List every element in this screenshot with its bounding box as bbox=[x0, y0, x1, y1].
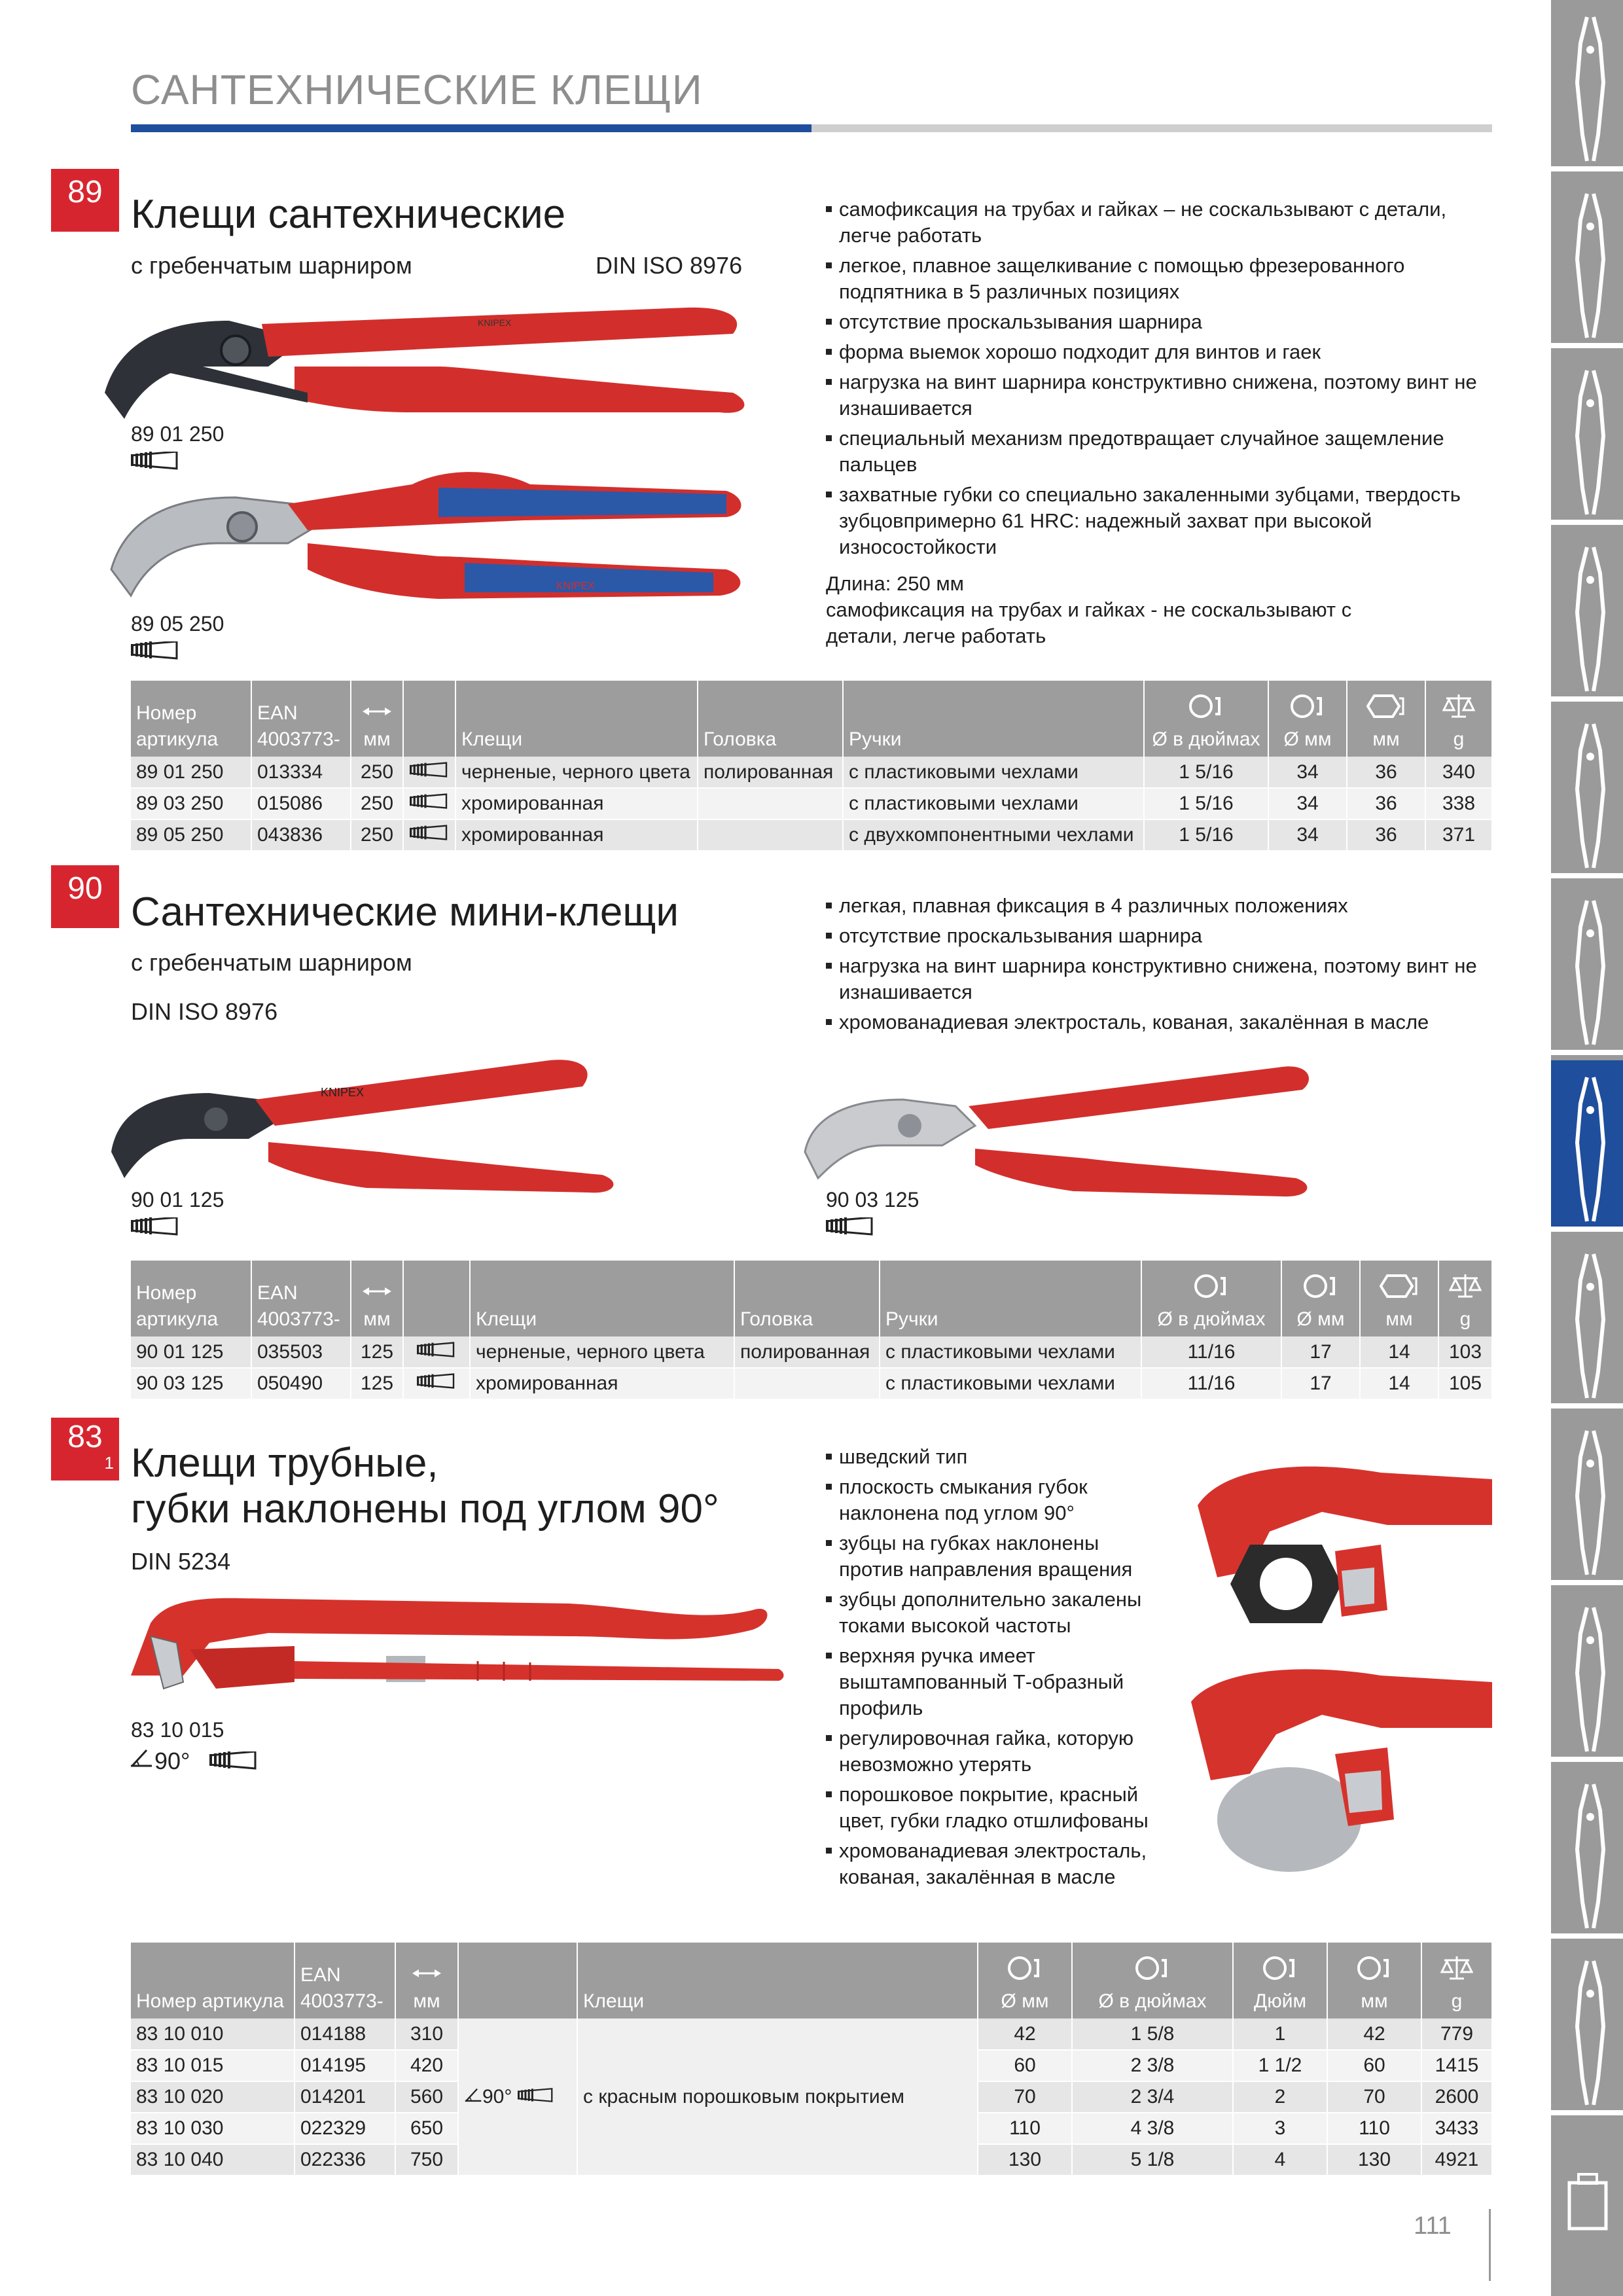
length-arrow-icon bbox=[412, 1965, 441, 1981]
col-header-length: мм bbox=[351, 1261, 403, 1336]
col-header-length: мм bbox=[351, 681, 403, 757]
col-header-wedge bbox=[403, 681, 455, 757]
section-standard-89: DIN ISO 8976 bbox=[596, 252, 743, 279]
pipe-diameter-icon bbox=[1288, 693, 1327, 719]
bent-nose-pliers-icon bbox=[1551, 528, 1623, 699]
tab-tool-cases[interactable] bbox=[1551, 2121, 1623, 2292]
length-arrow-icon bbox=[363, 704, 391, 719]
section-standard-83: DIN 5234 bbox=[131, 1548, 231, 1575]
feature-item: порошковое покрытие, красный цвет, губки гладко отшлифованы bbox=[826, 1782, 1166, 1834]
tab-electronics-pliers[interactable] bbox=[1551, 1944, 1623, 2115]
size-wedge-icon bbox=[131, 1217, 183, 1237]
col-header: Головка bbox=[734, 1261, 880, 1336]
tab-circlip-pliers[interactable] bbox=[1551, 1414, 1623, 1585]
table-row: 90 01 125 035503 125 черненые, черного цвета полированная с пластиковыми чехлами 11/16 17 14 103 bbox=[131, 1336, 1492, 1368]
tab-hole-punch-pliers[interactable] bbox=[1551, 1237, 1623, 1408]
feature-item: хромованадиевая электросталь, кованая, закалённая в масле bbox=[826, 1009, 1500, 1035]
feature-item: отсутствие проскальзывания шарнира bbox=[826, 309, 1500, 335]
col-header-nut: мм bbox=[1360, 1261, 1438, 1336]
note-length: Длина: 250 мм bbox=[826, 572, 964, 595]
col-header: Клещи bbox=[577, 1943, 978, 2018]
table-row: 83 10 030 022329 650 110 4 3/8 3 110 3433 bbox=[131, 2113, 1492, 2144]
section-subtitle-90: с гребенчатым шарниром bbox=[131, 949, 412, 976]
feature-item: самофиксация на трубах и гайках – не соскальзывают с детали, легче работать bbox=[826, 196, 1500, 249]
insulated-pliers-icon bbox=[1551, 1765, 1623, 1936]
electronics-pliers-icon bbox=[1551, 1941, 1623, 2113]
svg-text:KNIPEX: KNIPEX bbox=[556, 581, 595, 592]
note-text: самофиксация на трубах и гайках - не соскальзывают с детали, легче работать bbox=[826, 598, 1352, 647]
size-wedge-icon bbox=[209, 1751, 262, 1771]
tab-needle-nose-pliers[interactable] bbox=[1551, 353, 1623, 525]
product-code-90-03-125: 90 03 125 bbox=[826, 1188, 919, 1211]
feature-item: зубцы на губках наклонены против направления вращения bbox=[826, 1530, 1166, 1583]
table-row: 90 03 125 050490 125 хромированная с пластиковыми чехлами 11/16 17 14 105 bbox=[131, 1368, 1492, 1399]
feature-list-90 bbox=[826, 893, 1500, 1039]
section-title-83-line1: Клещи трубные, bbox=[131, 1441, 438, 1486]
feature-list-83 bbox=[826, 1444, 1166, 1894]
pipe-thread-icon bbox=[1260, 1955, 1300, 1981]
weight-scale-icon bbox=[1442, 692, 1475, 719]
feature-item: зубцы дополнительно закалены токами высокой частоты bbox=[826, 1587, 1166, 1639]
size-wedge-icon bbox=[518, 2087, 554, 2103]
col-header-weight: g bbox=[1425, 681, 1492, 757]
tab-diagonal-cutters[interactable] bbox=[1551, 884, 1623, 1055]
product-code-89-01-250: 89 01 250 bbox=[131, 422, 224, 446]
col-header: Клещи bbox=[470, 1261, 734, 1336]
table-row: 83 10 040 022336 750 130 5 1/8 4 130 4921 bbox=[131, 2144, 1492, 2176]
col-header-thread-mm: мм bbox=[1327, 1943, 1421, 2018]
section-badge-89: 89 bbox=[51, 169, 119, 232]
svg-text:KNIPEX: KNIPEX bbox=[478, 317, 512, 328]
feature-item: отсутствие проскальзывания шарнира bbox=[826, 923, 1500, 949]
spec-table-89 bbox=[131, 681, 1493, 852]
col-header-thread-inch: Дюйм bbox=[1233, 1943, 1327, 2018]
page-title: САНТЕХНИЧЕСКИЕ КЛЕЩИ bbox=[131, 66, 703, 113]
product-code-83-10-015: 83 10 015 bbox=[131, 1718, 224, 1742]
tool-case-icon bbox=[1551, 2121, 1623, 2292]
hex-nut-icon bbox=[1366, 693, 1406, 719]
product-image-89-05-250 bbox=[98, 458, 753, 615]
feature-item: верхняя ручка имеет выштампованный Т-образный профиль bbox=[826, 1643, 1166, 1721]
col-header: Головка bbox=[698, 681, 843, 757]
weight-scale-icon bbox=[1440, 1954, 1473, 1981]
tab-crimping-pliers[interactable] bbox=[1551, 1590, 1623, 1762]
feature-item: нагрузка на винт шарнира конструктивно снижена, поэтому винт не изнашивается bbox=[826, 953, 1500, 1005]
size-wedge-icon bbox=[410, 824, 449, 841]
tab-insulated-pliers[interactable] bbox=[1551, 1767, 1623, 1939]
product-image-89-01-250 bbox=[98, 295, 753, 439]
section-standard-90: DIN ISO 8976 bbox=[131, 998, 278, 1025]
col-header-nut: мм bbox=[1347, 681, 1425, 757]
product-image-90-01-125 bbox=[105, 1047, 628, 1198]
page-number: 111 bbox=[1414, 2212, 1452, 2240]
spec-table-90 bbox=[131, 1261, 1493, 1400]
pliers-icon bbox=[1551, 0, 1623, 169]
angle-icon bbox=[464, 2086, 482, 2103]
table-row: 89 05 250 043836 250 хромированная с двухкомпонентными чехлами 1 5/16 34 36 371 bbox=[131, 819, 1492, 851]
col-header-pipe-inch: Ø в дюймах bbox=[1144, 681, 1268, 757]
angle-value: 90° bbox=[154, 1748, 190, 1774]
pipe-diameter-icon bbox=[1005, 1955, 1044, 1981]
spec-table-83 bbox=[131, 1943, 1493, 2176]
col-header-length: мм bbox=[395, 1943, 458, 2018]
feature-item: легкое, плавное защелкивание с помощью фрезерованного подпятника в 5 различных позициях bbox=[826, 253, 1500, 305]
col-header: EAN 4003773- bbox=[251, 1261, 351, 1336]
product-image-90-03-125 bbox=[798, 1054, 1322, 1204]
pipe-diameter-icon bbox=[1186, 693, 1226, 719]
col-header-weight: g bbox=[1438, 1261, 1492, 1336]
size-wedge-icon bbox=[417, 1341, 456, 1358]
merged-angle-cell: 90° bbox=[458, 2018, 577, 2176]
nippers-icon bbox=[1551, 704, 1623, 876]
length-arrow-icon bbox=[363, 1283, 391, 1299]
feature-item: захватные губки со специально закаленными зубцами, твердость зубцовпримерно 61 HRC: надежный захват при высокой износостойкости bbox=[826, 482, 1500, 560]
section-subtitle-89: с гребенчатым шарниром bbox=[131, 252, 412, 279]
category-sidebar bbox=[1551, 0, 1623, 2296]
col-header-pipe-mm: Ø мм bbox=[1281, 1261, 1360, 1336]
tab-bent-nose-pliers[interactable] bbox=[1551, 530, 1623, 702]
section-title-90: Сантехнические мини-клещи bbox=[131, 889, 679, 935]
tab-combination-pliers[interactable] bbox=[1551, 0, 1623, 171]
col-header: Номер артикула bbox=[131, 681, 251, 757]
punch-pliers-icon bbox=[1551, 1234, 1623, 1406]
section-badge-83: 83 1 bbox=[51, 1418, 119, 1480]
angle-icon bbox=[130, 1746, 156, 1770]
hex-nut-icon bbox=[1380, 1273, 1419, 1299]
table-row: 83 10 010 014188 310 90° с красным порошковым покрытием 42 1 5/8 1 42 779 bbox=[131, 2018, 1492, 2050]
diagonal-cutter-icon bbox=[1551, 881, 1623, 1052]
pipe-diameter-icon bbox=[1301, 1273, 1340, 1299]
feature-item: регулировочная гайка, которую невозможно утерять bbox=[826, 1725, 1166, 1778]
pipe-thread-icon bbox=[1355, 1955, 1394, 1981]
tab-multi-pliers[interactable] bbox=[1551, 177, 1623, 348]
feature-item: форма выемок хорошо подходит для винтов и гаек bbox=[826, 339, 1500, 365]
feature-item: шведский тип bbox=[826, 1444, 1166, 1470]
weight-scale-icon bbox=[1449, 1272, 1482, 1299]
table-row: 89 03 250 015086 250 хромированная с пластиковыми чехлами 1 5/16 34 36 338 bbox=[131, 788, 1492, 819]
feature-item: плоскость смыкания губок наклонена под углом 90° bbox=[826, 1474, 1166, 1526]
crimping-pliers-icon bbox=[1551, 1588, 1623, 1759]
product-image-83-10-015 bbox=[111, 1584, 785, 1715]
tab-water-pump-pliers[interactable] bbox=[1551, 1060, 1623, 1232]
size-wedge-icon bbox=[417, 1372, 456, 1390]
section-title-89: Клещи сантехнические bbox=[131, 192, 566, 237]
page-number-divider bbox=[1489, 2209, 1491, 2281]
feature-list-89 bbox=[826, 196, 1500, 564]
section-title-83-line2: губки наклонены под углом 90° bbox=[131, 1486, 719, 1532]
section-badge-90: 90 bbox=[51, 865, 119, 928]
col-header-pipe-mm: Ø мм bbox=[978, 1943, 1072, 2018]
pipe-diameter-icon bbox=[1133, 1955, 1172, 1981]
col-header: Ручки bbox=[843, 681, 1144, 757]
col-header: Номер артикула bbox=[131, 1943, 294, 2018]
size-wedge-icon bbox=[410, 793, 449, 810]
col-header-weight: g bbox=[1421, 1943, 1492, 2018]
product-detail-image bbox=[1171, 1453, 1492, 1878]
tab-end-cutting-nippers[interactable] bbox=[1551, 707, 1623, 878]
product-code-90-01-125: 90 01 125 bbox=[131, 1188, 224, 1211]
pliers-icon bbox=[1551, 174, 1623, 346]
col-header: EAN 4003773- bbox=[294, 1943, 395, 2018]
pipe-diameter-icon bbox=[1192, 1273, 1231, 1299]
title-divider-accent bbox=[131, 124, 812, 132]
circlip-pliers-icon bbox=[1551, 1411, 1623, 1583]
col-header: Ручки bbox=[880, 1261, 1141, 1336]
svg-text:KNIPEX: KNIPEX bbox=[321, 1086, 365, 1099]
merged-type-cell: с красным порошковым покрытием bbox=[577, 2018, 978, 2176]
col-header-pipe-mm: Ø мм bbox=[1268, 681, 1347, 757]
feature-item: нагрузка на винт шарнира конструктивно снижена, поэтому винт не изнашивается bbox=[826, 369, 1500, 422]
product-code-89-05-250: 89 05 250 bbox=[131, 612, 224, 636]
feature-item: специальный механизм предотвращает случайное защемление пальцев bbox=[826, 425, 1500, 478]
col-header-pipe-inch: Ø в дюймах bbox=[1141, 1261, 1281, 1336]
size-wedge-icon bbox=[131, 641, 183, 661]
size-wedge-icon bbox=[826, 1217, 878, 1237]
water-pump-pliers-icon bbox=[1551, 1058, 1623, 1229]
col-header: EAN 4003773- bbox=[251, 681, 351, 757]
col-header-wedge bbox=[458, 1943, 577, 2018]
feature-item: легкая, плавная фиксация в 4 различных положениях bbox=[826, 893, 1500, 919]
table-row: 83 10 020 014201 560 70 2 3/4 2 70 2600 bbox=[131, 2081, 1492, 2113]
table-row: 83 10 015 014195 420 60 2 3/8 1 1/2 60 1415 bbox=[131, 2050, 1492, 2081]
col-header-pipe-inch: Ø в дюймах bbox=[1072, 1943, 1233, 2018]
needle-nose-pliers-icon bbox=[1551, 351, 1623, 522]
col-header-wedge bbox=[403, 1261, 470, 1336]
col-header: Номер артикула bbox=[131, 1261, 251, 1336]
col-header: Клещи bbox=[455, 681, 698, 757]
table-row: 89 01 250 013334 250 черненые, черного цвета полированная с пластиковыми чехлами 1 5/16 34 36 340 bbox=[131, 757, 1492, 788]
feature-item: хромованадиевая электросталь, кованая, закалённая в масле bbox=[826, 1838, 1166, 1890]
size-wedge-icon bbox=[410, 761, 449, 778]
